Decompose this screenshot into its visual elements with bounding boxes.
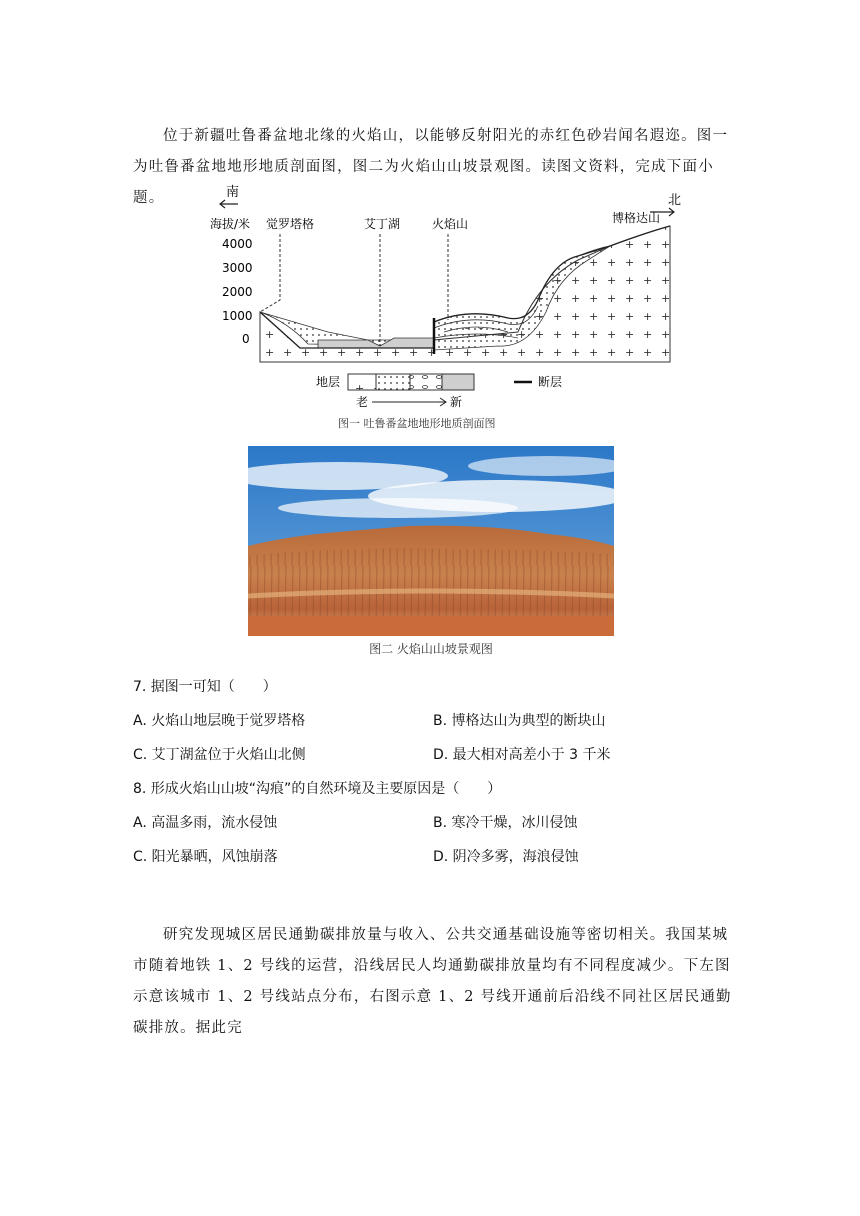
- y-tick: 2000: [222, 285, 253, 299]
- question-7-option-b: B. 博格达山为典型的断块山: [433, 713, 606, 729]
- legend-conglomerate: [410, 374, 442, 390]
- north-label: 北: [668, 193, 682, 208]
- legend-fault-label: 断层: [538, 375, 563, 389]
- question-7-option-c: C. 艾丁湖盆位于火焰山北侧: [133, 747, 306, 763]
- question-8-stem: 8. 形成火焰山山坡“沟痕”的自然环境及主要原因是（ ）: [133, 781, 502, 797]
- passage-2: 研究发现城区居民通勤碳排放量与收入、公共交通基础设施等密切相关。我国某城市随着地铁 1、2 号线的运营，沿线居民人均通勤碳排放量均有不同程度减少。下左图示意该城市 1、2 号线站点分布，右图示意 1、2 号线开通前后沿线不同社区居民通勤碳排放。据此完: [133, 926, 732, 1036]
- place-label: 艾丁湖: [364, 217, 401, 231]
- question-8-option-a: A. 高温多雨，流水侵蚀: [133, 815, 278, 831]
- question-7-stem: 7. 据图一可知（ ）: [133, 679, 277, 695]
- legend-sandstone: [376, 374, 410, 390]
- passage-1: 位于新疆吐鲁番盆地北缘的火焰山，以能够反射阳光的赤红色砂岩闻名遐迩。图一为吐鲁番盆地地形地质剖面图，图二为火焰山山坡景观图。读图文资料，完成下面小题。: [133, 127, 729, 206]
- y-tick: 4000: [222, 237, 253, 251]
- legend-sediment: [442, 374, 474, 390]
- y-axis-label: 海拔/米: [210, 217, 251, 231]
- legend-old: 老: [356, 395, 369, 409]
- legend-granite: [348, 374, 376, 390]
- place-label: 博格达山: [612, 211, 661, 225]
- figure2-caption: 图二 火焰山山坡景观图: [369, 642, 493, 656]
- question-7-option-d: D. 最大相对高差小于 3 千米: [433, 747, 611, 763]
- y-tick: 1000: [222, 309, 253, 323]
- legend-new: 新: [450, 395, 463, 409]
- y-tick: 0: [242, 332, 250, 346]
- figure1-caption: 图一 吐鲁番盆地地形地质剖面图: [338, 417, 496, 430]
- south-label: 南: [226, 185, 240, 200]
- cross-section-figure: [208, 182, 682, 434]
- question-8-option-d: D. 阴冷多雾，海浪侵蚀: [433, 849, 579, 865]
- question-8-option-b: B. 寒冷干燥，冰川侵蚀: [433, 815, 578, 831]
- place-label: 火焰山: [432, 217, 469, 231]
- place-label: 觉罗塔格: [266, 217, 315, 231]
- flaming-mountain-photo: [248, 446, 614, 636]
- south-arrow-icon: [220, 200, 238, 208]
- question-7-option-a: A. 火焰山地层晚于觉罗塔格: [133, 713, 306, 729]
- question-8-option-c: C. 阳光暴晒，风蚀崩落: [133, 849, 278, 865]
- legend-strata-label: 地层: [316, 375, 341, 389]
- y-tick: 3000: [222, 261, 253, 275]
